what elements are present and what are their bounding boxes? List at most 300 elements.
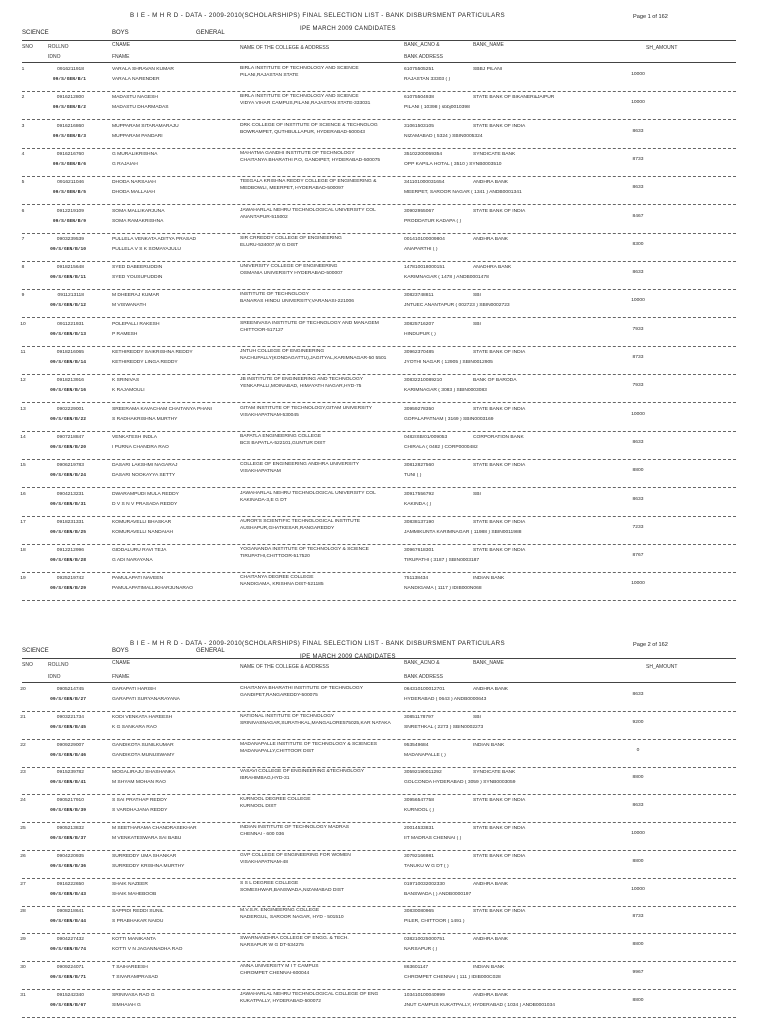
row-idno: 09/S/GEN/B/16 xyxy=(50,388,86,394)
table-row xyxy=(0,851,768,879)
row-rollno: 0902229001 xyxy=(56,406,84,412)
row-bank-name: STATE BANK OF INDIA xyxy=(473,519,526,525)
row-bank-address: NANDIGAMA ( 1117 ) IDIB000N068 xyxy=(404,586,482,592)
row-divider xyxy=(22,1017,736,1018)
row-father-name: G ADI NARAYANA xyxy=(112,558,153,564)
row-sh-amount: 8767 xyxy=(632,553,644,559)
row-bank-address: NARSAPUR ( ) xyxy=(404,947,438,953)
row-father-name: VARALA NARENDER xyxy=(112,77,160,82)
row-idno: 09/S/GEN/B/43 xyxy=(50,891,86,897)
row-idno: 09/S/GEN/B/5 xyxy=(52,190,86,196)
row-idno: 09/S/GEN/B/41 xyxy=(50,780,86,786)
col-header-sh-amount: SH_AMOUNT xyxy=(646,664,678,670)
row-candidate-name: K SRINIVAS xyxy=(112,378,140,384)
row-bank-name: INDIAN BANK xyxy=(473,742,505,748)
row-bank-address: KARIMNAGAR ( 1478 ) ANDB0001478 xyxy=(404,275,489,281)
row-sh-amount: 8733 xyxy=(632,355,644,360)
row-college-address: CHROMPET CHENNAI-600044 xyxy=(240,971,310,976)
row-father-name: SIMHAIAH G xyxy=(112,1002,141,1008)
row-father-name: S RADHAKRISHNA MURTHY xyxy=(112,416,178,422)
page-number: Page 2 of 162 xyxy=(633,642,668,648)
row-bank-name: STATE BANK OF INDIA xyxy=(473,853,526,859)
row-father-name: K G SANKARA RAO xyxy=(112,724,157,730)
row-sh-amount: 8633 xyxy=(632,439,644,445)
row-bank-name: SYNDICATE BANK xyxy=(473,770,516,776)
row-father-name: G RAJAIAH xyxy=(112,161,138,167)
row-college-name: JAWAHARLAL NEHRU TECHNOLOGICAL UNIVERSITY COL xyxy=(240,490,376,496)
row-rollno: 0908218641 xyxy=(56,909,84,915)
row-college-name: NATIONAL INSTITUTE OF TECHNOLOGY xyxy=(240,713,335,719)
row-idno: 09/S/GEN/B/24 xyxy=(50,473,86,479)
row-rollno: 0916212800 xyxy=(56,95,84,101)
col-header-bank-address: BANK ADDRESS xyxy=(404,54,443,60)
row-rollno: 0925219742 xyxy=(56,576,84,582)
row-bank-address: MADANAPALLE ( ) xyxy=(404,752,446,758)
header-science: SCIENCE xyxy=(22,30,49,36)
row-candidate-name: POLEPALLI RAKESH xyxy=(112,321,160,327)
row-father-name: KOTTI V N JAGANNADHA RAO xyxy=(112,947,183,953)
row-college-name: COLLEGE OF ENGINEERING ANDHRA UNIVERSITY xyxy=(240,462,360,468)
table-row xyxy=(0,290,768,318)
header-general: GENERAL xyxy=(196,30,225,36)
row-sh-amount: 8800 xyxy=(632,997,644,1003)
row-sh-amount: 8800 xyxy=(632,858,644,864)
row-sno: 11 xyxy=(20,350,26,355)
row-sh-amount: 8800 xyxy=(632,775,644,781)
row-rollno: 0918213916 xyxy=(56,378,84,384)
table-row xyxy=(0,767,768,795)
row-bank-name: CORPORATION BANK xyxy=(473,434,524,440)
row-bank-account-no: 064310100012701 xyxy=(404,687,445,692)
row-candidate-name: KODI VENKATA HAREESH xyxy=(112,714,173,720)
row-candidate-name: G MURALIKRISHNA xyxy=(112,151,158,157)
row-bank-name: STATE BANK OF INDIA xyxy=(473,826,526,831)
row-bank-name: ANDHRA BANK xyxy=(473,180,509,186)
row-bank-name: STATE BANK OF INDIA xyxy=(473,548,526,554)
table-row xyxy=(0,432,768,460)
row-candidate-name: SOMA MALLIKARJUNA xyxy=(112,208,165,214)
row-sh-amount: 10000 xyxy=(631,411,645,417)
row-bank-account-no: 31061503105 xyxy=(404,123,434,129)
row-father-name: GANDIKOTA MUNUSWAMY xyxy=(112,752,175,758)
row-idno: 09/S/GEN/B/74 xyxy=(50,947,86,953)
row-bank-address: JYOTHI NAGAR ( 12905 ) SBIN0012905 xyxy=(404,360,493,365)
row-sh-amount: 10000 xyxy=(631,831,645,836)
row-bank-address: CHROMPET CHENNAI ( 111 ) IDIB000C028 xyxy=(404,975,501,980)
table-row xyxy=(0,962,768,990)
row-candidate-name: SRINIVASA RAO G xyxy=(112,992,155,998)
row-college-name: MAHATMA GANDHI INSTITUTE OF TECHNOLOGY xyxy=(240,150,355,156)
row-candidate-name: PULLELA VENKATA ADITYA PRASAD xyxy=(112,236,196,242)
row-father-name: SHAIK MAHEBOOB xyxy=(112,891,157,897)
row-sh-amount: 10000 xyxy=(631,886,645,892)
row-sh-amount: 8633 xyxy=(632,270,644,276)
row-sno: 25 xyxy=(20,826,26,831)
row-college-address: NANDIGAMA, KRISHNA DIST-521185 xyxy=(240,582,324,588)
row-idno: 09/S/GEN/B/29 xyxy=(50,586,86,592)
row-idno: 09/S/GEN/B/46 xyxy=(50,752,86,758)
row-father-name: I PURNA CHANDRA RAO xyxy=(112,444,169,450)
row-candidate-name: DWARAMPUDI MULA REDDY xyxy=(112,491,179,497)
row-bank-address: CHIRALA ( 0482 ) CORP0000482 xyxy=(404,444,478,450)
row-bank-account-no: 30825716207 xyxy=(404,321,434,327)
row-idno: 09/S/GEN/B/13 xyxy=(50,331,86,337)
row-sno: 13 xyxy=(20,406,26,412)
row-candidate-name: MADASTU NAGESH xyxy=(112,95,158,101)
table-row xyxy=(0,92,768,120)
table-row xyxy=(0,262,768,290)
row-bank-name: STATE BANK OF BIKANER&JAIPUR xyxy=(473,95,555,101)
row-bank-name: ANDHRA BANK xyxy=(473,236,509,242)
table-row xyxy=(0,234,768,262)
row-bank-address: OPP KAPILA HOTAL ( 3510 ) SYNB0003510 xyxy=(404,161,502,167)
row-bank-address: BANSWADA ( ) ANDB0000197 xyxy=(404,891,472,897)
col-header-fname: FNAME xyxy=(112,54,130,60)
row-bank-account-no: 30592190011292 xyxy=(404,770,442,776)
row-sno: 5 xyxy=(21,180,25,186)
row-rollno: 0905214745 xyxy=(56,687,84,692)
row-college-address: CHITTOOR-517127 xyxy=(240,327,284,333)
row-rollno: 0918215648 xyxy=(56,265,84,271)
row-college-address: ANANTAPUR-515002 xyxy=(240,214,288,220)
row-bank-account-no: 147810018000151 xyxy=(404,265,445,271)
table-row xyxy=(0,64,768,92)
row-candidate-name: MOGALIRAJU SHASHANKA xyxy=(112,770,176,776)
row-bank-address: PRODDATUR KADAPA ( ) xyxy=(404,218,462,224)
row-idno: 09/S/GEN/B/11 xyxy=(50,275,86,281)
row-candidate-name: KOMURAVELLI BHASKAR xyxy=(112,519,172,525)
row-bank-address: SNRETHKAL ( 2273 ) SBIN0002273 xyxy=(404,724,484,730)
row-bank-account-no: 30823748811 xyxy=(404,293,434,299)
table-row xyxy=(0,906,768,934)
row-bank-name: SBI xyxy=(473,293,481,299)
row-bank-name: INDIAN BANK xyxy=(473,576,505,582)
row-college-address: VISAKHAPATNAM-530045 xyxy=(240,412,299,418)
row-sno: 23 xyxy=(20,770,26,776)
row-father-name: S VARDHAJANA REDDY xyxy=(112,808,168,814)
table-row xyxy=(0,177,768,205)
row-idno: 09/S/GEN/B/3 xyxy=(52,133,86,139)
row-college-name: VASAVI COLLEGE OF ENGINEERING &TECHNOLOGY xyxy=(240,769,365,775)
row-father-name: SURREDDY KRISHNA MURTHY xyxy=(112,863,185,869)
row-college-address: CHAITANYA BHARATHI P.O, GANDIPET, HYDERABAD-500075 xyxy=(240,157,381,163)
row-bank-account-no: 863601147 xyxy=(404,965,429,970)
row-college-address: KURNOOL DIST xyxy=(240,804,277,810)
row-rollno: 0904213231 xyxy=(56,491,84,497)
row-rollno: 0916211046 xyxy=(57,180,84,186)
row-bank-name: ANDHRA BANK xyxy=(473,687,509,692)
row-idno: 09/S/GEN/B/31 xyxy=(50,501,86,507)
row-bank-account-no: 30792166981 xyxy=(404,853,434,859)
row-bank-account-no: 30832210089210 xyxy=(404,378,443,384)
row-college-address: MEDBOWLI, MEERPET, HYDERABAD-500097 xyxy=(240,186,344,192)
row-college-address: BANARAS HINDU UNIVERSITY,VARANASI-221006 xyxy=(240,299,354,305)
row-bank-address: RAJASTAN 33303 ( ) xyxy=(404,77,451,82)
row-sno: 29 xyxy=(20,937,26,943)
row-college-name: BIRLA INSTITUTE OF TECHNOLOGY AND SCIENCE xyxy=(240,66,359,71)
row-sno: 10 xyxy=(20,321,26,327)
row-candidate-name: PAMULAPATI NAVEEN xyxy=(112,576,163,582)
row-bank-address: KAKINDA ( ) xyxy=(404,501,432,507)
row-bank-address: JNUT CAMPUS KUKATPALLY, HYDERABAD ( 1034 ) ANDB0001034 xyxy=(404,1002,555,1008)
row-candidate-name: MUPPARAM SITARAMARAJU xyxy=(112,123,179,129)
row-rollno: 0903221734 xyxy=(56,714,84,720)
row-candidate-name: GANDIKOTA SUNILKUMAR xyxy=(112,742,174,748)
row-college-address: MADANAPALLY,CHITTOOR DIST xyxy=(240,748,315,754)
row-sno: 6 xyxy=(21,208,25,214)
row-bank-account-no: 953549684 xyxy=(404,742,429,748)
row-sh-amount: 8300 xyxy=(632,241,644,247)
row-bank-account-no: 30838137190 xyxy=(404,519,434,525)
col-header-idno: IDNO xyxy=(48,54,61,60)
col-header-fname: FNAME xyxy=(112,674,130,680)
col-header-bank-address: BANK ADDRESS xyxy=(404,674,443,680)
row-college-name: JAWAHARLAL NEHRU TECHNOLOGICAL COLLEGE OF ENG xyxy=(240,991,379,997)
row-sh-amount: 8633 xyxy=(632,803,644,809)
row-college-address: GANDIPET,RANGAREDDY-500075 xyxy=(240,693,318,698)
row-sno: 8 xyxy=(21,265,25,271)
row-idno: 09/S/GEN/B/22 xyxy=(50,416,86,422)
row-candidate-name: VARALA SHRAVAN KUMAR xyxy=(112,67,174,72)
row-candidate-name: VENKATESH INDLA xyxy=(112,434,158,440)
row-bank-account-no: 61075505251 xyxy=(404,67,434,72)
row-candidate-name: T SAIHAREESH xyxy=(112,965,148,970)
row-college-name: INDIAN INSTITUTE OF TECHNOLOGY MADRAS xyxy=(240,825,350,830)
row-candidate-name: SHAIK NAZEER xyxy=(112,881,148,887)
row-bank-account-no: 30851178797 xyxy=(404,714,434,720)
row-rollno: 0903239539 xyxy=(56,236,84,242)
row-father-name: M SHYAM MOHAN RAO xyxy=(112,780,166,786)
document-title: B I E - M H R D - DATA - 2009-2010(SCHOLARSHIPS) FINAL SELECTION LIST - BANK DISBURSMENT PARTICULARS xyxy=(130,12,506,19)
row-bank-account-no: 038210025000751 xyxy=(404,937,445,943)
col-header-bank-acno: BANK_ACNO & xyxy=(404,660,440,666)
row-college-address: ELURU-534007,W G DIST xyxy=(240,242,299,248)
row-college-name: CHAITANYA BHARATHI INSTITUTE OF TECHNOLOGY xyxy=(240,686,364,691)
row-college-name: S S L DEGREE COLLEGE xyxy=(240,880,299,886)
row-bank-account-no: 35102200059354 xyxy=(404,151,443,157)
row-idno: 09/S/GEN/B/1 xyxy=(52,77,86,82)
row-sno: 20 xyxy=(20,687,26,692)
row-idno: 09/S/GEN/B/45 xyxy=(50,724,86,730)
row-bank-account-no: 751138434 xyxy=(404,576,429,582)
col-header-bank-acno: BANK_ACNO & xyxy=(404,42,440,48)
row-sno: 27 xyxy=(20,881,26,887)
row-college-name: GITAM INSTITUTE OF TECHNOLOGY,GITAM UNIVERSITY xyxy=(240,405,372,411)
row-sh-amount: 8800 xyxy=(632,942,644,948)
row-college-name: CHAITANYA DEGREE COLLEGE xyxy=(240,575,314,581)
row-sno: 1 xyxy=(21,67,25,72)
row-idno: 09/S/GEN/B/25 xyxy=(50,529,86,535)
row-father-name: SOMA RAMAKRISHNA xyxy=(112,218,164,224)
row-sno: 17 xyxy=(20,519,26,525)
row-bank-account-no: 001410100009804 xyxy=(404,236,445,242)
row-sno: 16 xyxy=(20,491,26,497)
row-bank-name: STATE BANK OF INDIA xyxy=(473,909,526,915)
row-sno: 19 xyxy=(20,576,26,582)
row-rollno: 0916216860 xyxy=(56,123,84,129)
row-candidate-name: KOTTI MANIKANTA xyxy=(112,937,156,943)
row-bank-account-no: 30967618301 xyxy=(404,548,434,554)
row-bank-name: ANDHRA BANK xyxy=(473,992,509,998)
row-bank-account-no: 61075504938 xyxy=(404,95,434,101)
row-college-address: AUSHAPUR,GHATKESAR,RANGAREDDY xyxy=(240,525,335,531)
row-bank-address: NIZAMABAD ( 5324 ) SBIN0005324 xyxy=(404,133,483,139)
row-bank-name: SBI xyxy=(473,714,481,720)
table-row xyxy=(0,795,768,823)
row-bank-address: PILER, CHITTOOR ( 1491 ) xyxy=(404,919,465,925)
row-idno: 09/S/GEN/B/20 xyxy=(50,444,86,450)
row-rollno: 0912212996 xyxy=(56,548,84,554)
row-college-address: VISAKHAPATNAM-48 xyxy=(240,859,288,865)
row-rollno: 0916222650 xyxy=(56,881,84,887)
document-page-2 xyxy=(0,628,768,1024)
col-header-college: NAME OF THE COLLEGE & ADDRESS xyxy=(240,45,330,51)
row-idno: 09/S/GEN/B/2 xyxy=(52,105,86,111)
row-bank-account-no: 30959278350 xyxy=(404,406,434,412)
row-college-address: CHENNAI - 600 036 xyxy=(240,832,285,837)
row-college-name: M.V.S.R. ENGINEERING COLLEGE xyxy=(240,908,320,914)
row-father-name: M VENKATESWARA SAI BABU xyxy=(112,836,182,841)
header-top-rule xyxy=(22,658,736,659)
row-candidate-name: SYED DABEERUDDIN xyxy=(112,265,163,271)
row-father-name: DHODA MALLAIAH xyxy=(112,190,155,196)
row-rollno: 0907218847 xyxy=(56,434,84,440)
table-row xyxy=(0,319,768,347)
row-rollno: 0911221931 xyxy=(57,321,84,327)
table-row xyxy=(0,684,768,712)
row-bank-name: STATE BANK OF INDIA xyxy=(473,798,526,804)
row-father-name: D V S N V PRASADA REDDY xyxy=(112,501,178,507)
row-sno: 2 xyxy=(21,95,25,101)
row-idno: 09/S/GEN/B/67 xyxy=(50,1002,86,1008)
row-bank-address: TANUKU W G DT ( ) xyxy=(404,863,449,869)
table-row xyxy=(0,517,768,545)
row-rollno: 0912219109 xyxy=(56,208,84,214)
row-sno: 4 xyxy=(21,151,25,157)
row-idno: 09/S/GEN/B/14 xyxy=(50,360,86,365)
header-boys: BOYS xyxy=(112,648,129,654)
row-rollno: 0918216065 xyxy=(56,350,84,355)
table-row xyxy=(0,712,768,740)
row-bank-account-no: 103410100040999 xyxy=(404,992,445,998)
row-bank-address: JAMMIKUNTA KARIMNAGAR ( 11988 ) SBIN0011988 xyxy=(404,529,522,535)
header-boys: BOYS xyxy=(112,30,129,36)
row-candidate-name: SAPPIDI REDDI SUNIL xyxy=(112,909,164,915)
row-rollno: 0905213832 xyxy=(56,826,84,831)
row-college-address: NARSAPUR W G DT-534275 xyxy=(240,943,304,949)
col-header-bank-name: BANK_NAME xyxy=(473,660,504,666)
row-candidate-name: S SAI PRATHAP REDDY xyxy=(112,798,167,804)
row-bank-name: ANADHRA BANK xyxy=(473,265,512,271)
row-sh-amount: 8633 xyxy=(632,496,644,502)
row-candidate-name: SURREDDY UMA SHANKAR xyxy=(112,853,177,859)
row-college-name: JNTUH COLLEGE OF ENGINEERING xyxy=(240,349,325,354)
row-rollno: 0905217910 xyxy=(56,798,84,804)
row-sno: 21 xyxy=(20,714,26,720)
row-bank-address: KURNOOL ( ) xyxy=(404,808,434,814)
row-divider xyxy=(22,600,736,601)
row-bank-address: HINDUPUR ( ) xyxy=(404,331,436,337)
row-college-address: OSMANIA UNIVERSITY HYDERABAD-500007 xyxy=(240,271,343,277)
table-row xyxy=(0,489,768,517)
row-bank-address: GOPALAPATNAM ( 3169 ) SBIN0003169 xyxy=(404,416,494,422)
header-top-rule xyxy=(22,40,736,41)
row-bank-name: STATE BANK OF INDIA xyxy=(473,208,526,214)
table-row xyxy=(0,740,768,768)
row-college-name: SWARNANDHRA COLLEGE OF ENGG. & TECH. xyxy=(240,936,349,942)
row-sh-amount: 10000 xyxy=(631,100,645,106)
table-row xyxy=(0,990,768,1018)
row-college-name: YOGANANDA INSTITUTE OF TECHNOLOGY & SCIENCE xyxy=(240,547,369,553)
row-father-name: PAMULAPATIMALLIKHARJUNARAO xyxy=(112,586,193,592)
row-bank-name: ANDHRA BANK xyxy=(473,881,509,887)
header-general: GENERAL xyxy=(196,648,225,654)
row-bank-name: STATE BANK OF INDIA xyxy=(473,463,526,469)
row-college-name: TEEGALA KRISHNA REDDY COLLEGE OF ENGINEERING & xyxy=(240,179,377,185)
row-bank-name: STATE BANK OF INDIA xyxy=(473,406,526,412)
row-sno: 28 xyxy=(20,909,26,915)
row-bank-address: ANAPARTHI ( ) xyxy=(404,246,438,252)
row-college-address: VIDYA VIHAR CAMPUS,PILANI,RAJASTAN STATE-333031 xyxy=(240,101,371,107)
table-row xyxy=(0,149,768,177)
document-title: B I E - M H R D - DATA - 2009-2010(SCHOLARSHIPS) FINAL SELECTION LIST - BANK DISBURSMENT PARTICULARS xyxy=(130,640,506,647)
row-candidate-name: M SEETHARAMA CHANDRASEKHAR xyxy=(112,826,197,831)
col-header-sno: SNO xyxy=(22,44,33,50)
row-candidate-name: GARAPATI HARISH xyxy=(112,687,156,692)
row-rollno: 0915242340 xyxy=(56,992,84,998)
row-candidate-name: GIDDALURU RAVI TEJA xyxy=(112,548,167,554)
row-father-name: GARAPATI SURYANARAYANA xyxy=(112,697,180,702)
table-row xyxy=(0,206,768,234)
row-sh-amount: 8733 xyxy=(632,914,644,920)
row-idno: 09/S/GEN/B/27 xyxy=(50,697,86,702)
row-college-address: SRINIVASNAGAR,SURATHKAL,MANGALORE575025,KAR NATAKA xyxy=(240,720,391,726)
row-bank-name: SBI xyxy=(473,491,481,497)
row-rollno: 0915239782 xyxy=(56,770,84,776)
row-bank-name: STATE BANK OF INDIA xyxy=(473,350,526,355)
row-father-name: M VISWANATH xyxy=(112,303,146,309)
row-bank-name: INDIAN BANK xyxy=(473,965,505,970)
row-bank-address: IIT MADRAS CHENNAI ( ) xyxy=(404,836,462,841)
row-sh-amount: 0 xyxy=(636,747,640,753)
table-row xyxy=(0,460,768,488)
row-father-name: S PRABHAKAR NAIDU xyxy=(112,919,164,925)
row-sh-amount: 8633 xyxy=(632,128,644,134)
row-father-name: P RAMESH xyxy=(112,331,138,337)
row-sno: 14 xyxy=(20,434,26,440)
row-sh-amount: 10000 xyxy=(631,72,645,77)
row-sh-amount: 7933 xyxy=(632,383,644,389)
row-college-address: PILANI,RAJASTAN STATE xyxy=(240,73,299,78)
selection-table-page-2 xyxy=(0,684,768,1024)
row-father-name: DASARI NOOKAYYA SETTY xyxy=(112,473,176,479)
row-father-name: MADASTU DHARMADAS xyxy=(112,105,169,111)
row-sh-amount: 10000 xyxy=(631,298,645,304)
row-rollno: 0906219783 xyxy=(56,463,84,469)
row-college-address: KAKINADA-3,E G DT xyxy=(240,497,287,503)
row-bank-name: SYNDICATE BANK xyxy=(473,151,516,157)
col-header-idno: IDNO xyxy=(48,674,61,680)
row-sh-amount: 8733 xyxy=(632,156,644,162)
row-rollno: 0911213118 xyxy=(57,293,84,299)
row-idno: 09/S/GEN/B/37 xyxy=(50,836,86,841)
row-candidate-name: M DHEERAJ KUMAR xyxy=(112,293,160,299)
col-header-cname: CNAME xyxy=(112,42,131,48)
row-idno: 09/S/GEN/B/44 xyxy=(50,919,86,925)
row-rollno: 0916211918 xyxy=(57,67,84,72)
table-row xyxy=(0,121,768,149)
row-rollno: 0904220935 xyxy=(56,853,84,859)
